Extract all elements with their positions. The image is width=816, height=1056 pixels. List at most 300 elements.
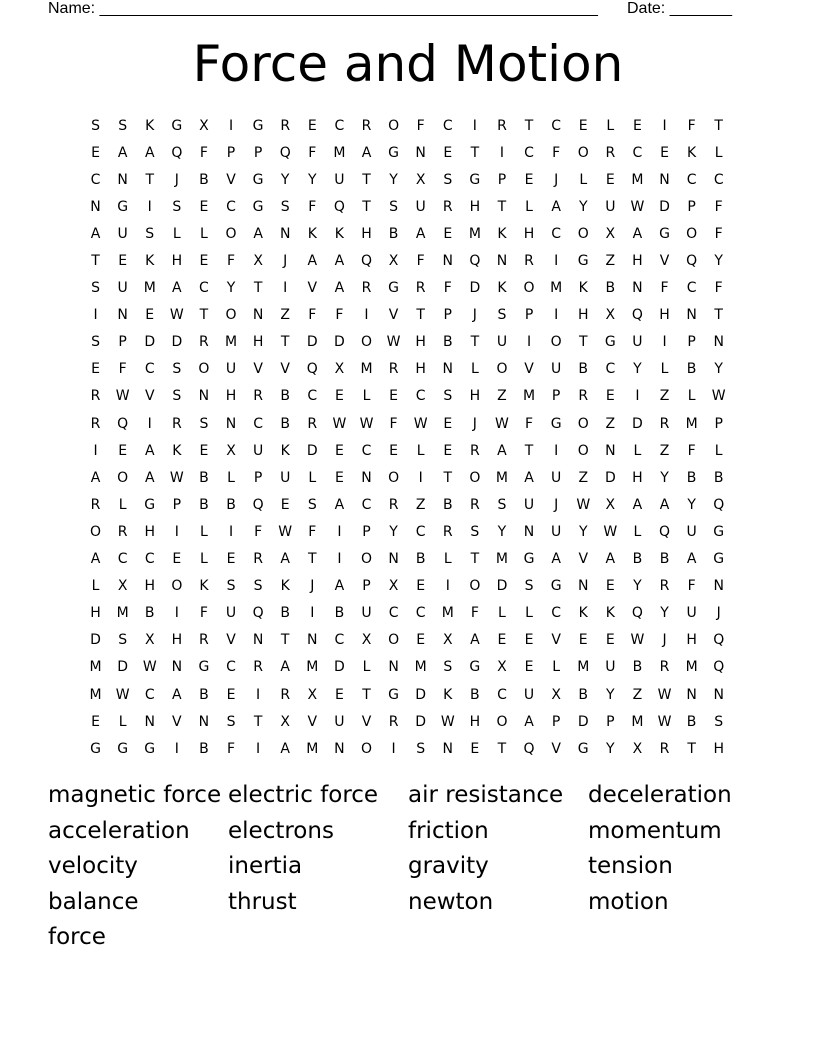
grid-letter: O bbox=[388, 117, 400, 134]
grid-letter: N bbox=[442, 740, 453, 757]
grid-letter: X bbox=[253, 253, 263, 270]
grid-letter: I bbox=[147, 198, 152, 215]
grid-letter: M bbox=[306, 740, 319, 757]
grid-letter: X bbox=[632, 740, 643, 757]
grid-letter: Q bbox=[713, 496, 725, 513]
grid-letter: W bbox=[630, 632, 645, 649]
grid-letter: G bbox=[550, 578, 562, 595]
grid-letter: L bbox=[579, 171, 588, 188]
grid-letter: Q bbox=[360, 253, 372, 270]
letter-grid bbox=[82, 112, 734, 762]
grid-letter: M bbox=[523, 388, 536, 405]
grid-letter: U bbox=[523, 496, 535, 513]
grid-letter: T bbox=[253, 713, 263, 730]
word-list-item: balance bbox=[48, 888, 139, 915]
grid-letter: R bbox=[90, 496, 101, 513]
word-list-item: tension bbox=[588, 853, 673, 880]
grid-letter: C bbox=[226, 198, 236, 215]
grid-letter: W bbox=[657, 686, 672, 703]
grid-letter: Q bbox=[306, 361, 318, 378]
grid-letter: L bbox=[118, 713, 127, 730]
grid-letter: R bbox=[442, 198, 453, 215]
grid-letter: K bbox=[145, 253, 155, 270]
grid-letter: R bbox=[469, 442, 480, 459]
grid-letter: Q bbox=[279, 144, 291, 161]
grid-letter: A bbox=[172, 686, 182, 703]
grid-letter: M bbox=[550, 280, 563, 297]
grid-letter: L bbox=[714, 144, 723, 161]
grid-letter: U bbox=[415, 198, 426, 215]
grid-letter: N bbox=[496, 253, 508, 270]
grid-letter: M bbox=[468, 225, 481, 242]
grid-letter: S bbox=[524, 578, 534, 595]
grid-letter: P bbox=[687, 198, 696, 215]
grid-letter: L bbox=[714, 442, 723, 459]
grid-letter: J bbox=[174, 171, 179, 188]
grid-letter: F bbox=[714, 225, 723, 242]
grid-letter: O bbox=[225, 307, 237, 324]
grid-letter: Q bbox=[469, 253, 481, 270]
grid-letter: C bbox=[415, 605, 426, 622]
word-list-item: friction bbox=[408, 817, 489, 844]
grid-letter: F bbox=[199, 605, 208, 622]
name-field-label: Name: ________________________________________________________ bbox=[48, 0, 598, 17]
grid-row bbox=[82, 491, 734, 518]
grid-letter: W bbox=[576, 496, 591, 513]
grid-letter: M bbox=[143, 280, 156, 297]
grid-letter: G bbox=[577, 253, 589, 270]
word-list-item: electric force bbox=[228, 782, 379, 808]
grid-letter: R bbox=[469, 496, 480, 513]
grid-letter: B bbox=[144, 605, 155, 622]
grid-letter: L bbox=[91, 578, 100, 595]
grid-letter: W bbox=[115, 686, 130, 703]
grid-letter: N bbox=[686, 307, 697, 324]
grid-letter: E bbox=[443, 144, 453, 161]
grid-letter: I bbox=[364, 307, 369, 324]
grid-letter: S bbox=[172, 198, 182, 215]
grid-letter: E bbox=[334, 442, 344, 459]
grid-letter: T bbox=[714, 117, 723, 134]
grid-letter: N bbox=[605, 442, 616, 459]
grid-letter: T bbox=[470, 144, 480, 161]
grid-letter: Y bbox=[389, 171, 398, 188]
grid-letter: U bbox=[252, 442, 264, 459]
grid-letter: N bbox=[713, 578, 724, 595]
grid-letter: N bbox=[713, 686, 724, 703]
grid-letter: Q bbox=[686, 253, 698, 270]
grid-letter: X bbox=[199, 117, 209, 134]
grid-letter: V bbox=[361, 713, 372, 730]
grid-row bbox=[82, 627, 734, 654]
grid-letter: L bbox=[118, 496, 127, 513]
grid-letter: H bbox=[225, 388, 237, 405]
grid-letter: T bbox=[280, 632, 290, 649]
grid-row bbox=[82, 383, 734, 410]
grid-letter: B bbox=[280, 388, 290, 405]
grid-letter: K bbox=[172, 442, 182, 459]
grid-letter: N bbox=[90, 198, 101, 215]
grid-letter: F bbox=[308, 307, 317, 324]
grid-letter: A bbox=[280, 659, 290, 676]
grid-letter: S bbox=[118, 117, 128, 134]
grid-letter: Q bbox=[713, 632, 725, 649]
grid-letter: W bbox=[169, 469, 184, 486]
grid-letter: B bbox=[713, 469, 724, 486]
grid-letter: I bbox=[472, 117, 477, 134]
grid-letter: C bbox=[686, 171, 697, 188]
grid-letter: A bbox=[659, 496, 670, 513]
grid-letter: I bbox=[554, 253, 559, 270]
grid-letter: T bbox=[416, 307, 425, 324]
grid-letter: Y bbox=[633, 578, 642, 595]
grid-letter: Z bbox=[415, 496, 426, 513]
grid-letter: D bbox=[415, 713, 427, 730]
grid-letter: O bbox=[686, 225, 698, 242]
grid-letter: U bbox=[280, 469, 291, 486]
grid-letter: J bbox=[716, 605, 721, 622]
grid-letter: P bbox=[497, 171, 507, 188]
grid-letter: X bbox=[280, 713, 290, 730]
grid-letter: P bbox=[714, 415, 723, 432]
grid-letter: C bbox=[361, 496, 372, 513]
grid-letter: D bbox=[117, 659, 129, 676]
word-list-item: magnetic force bbox=[48, 782, 222, 808]
grid-letter: H bbox=[171, 253, 183, 270]
grid-row bbox=[82, 735, 734, 762]
grid-letter: O bbox=[90, 523, 102, 540]
grid-letter: E bbox=[334, 686, 344, 703]
grid-letter: H bbox=[469, 198, 481, 215]
grid-letter: B bbox=[199, 496, 209, 513]
grid-letter: P bbox=[551, 388, 561, 405]
grid-letter: F bbox=[714, 198, 723, 215]
grid-letter: U bbox=[632, 334, 643, 351]
grid-letter: F bbox=[226, 253, 236, 270]
grid-letter: X bbox=[334, 361, 345, 378]
grid-letter: E bbox=[199, 198, 209, 215]
grid-letter: S bbox=[497, 307, 507, 324]
grid-letter: R bbox=[442, 523, 453, 540]
grid-letter: M bbox=[631, 171, 644, 188]
grid-letter: S bbox=[91, 280, 100, 297]
grid-letter: P bbox=[443, 307, 452, 324]
grid-letter: C bbox=[307, 388, 318, 405]
word-list-item: air resistance bbox=[408, 782, 564, 808]
grid-letter: M bbox=[360, 361, 373, 378]
grid-letter: U bbox=[117, 225, 128, 242]
grid-letter: G bbox=[171, 117, 183, 134]
grid-letter: Y bbox=[687, 496, 696, 513]
grid-letter: F bbox=[389, 415, 398, 432]
grid-letter: K bbox=[497, 280, 507, 297]
grid-letter: E bbox=[416, 632, 426, 649]
grid-letter: X bbox=[307, 686, 318, 703]
grid-letter: Y bbox=[226, 280, 236, 297]
grid-letter: C bbox=[686, 280, 697, 297]
grid-letter: H bbox=[171, 632, 183, 649]
grid-letter: Z bbox=[659, 442, 670, 459]
grid-letter: R bbox=[199, 334, 209, 351]
grid-letter: A bbox=[334, 280, 345, 297]
grid-letter: O bbox=[388, 469, 400, 486]
grid-letter: W bbox=[142, 659, 157, 676]
grid-letter: I bbox=[554, 442, 559, 459]
grid-letter: R bbox=[659, 740, 670, 757]
grid-letter: G bbox=[388, 686, 399, 703]
grid-letter: G bbox=[388, 144, 399, 161]
grid-letter: H bbox=[713, 740, 724, 757]
grid-row bbox=[82, 193, 734, 220]
grid-letter: L bbox=[227, 469, 235, 486]
grid-letter: P bbox=[687, 334, 696, 351]
grid-letter: E bbox=[226, 551, 236, 568]
grid-letter: N bbox=[361, 469, 372, 486]
grid-letter: G bbox=[252, 171, 264, 188]
grid-letter: B bbox=[280, 605, 290, 622]
grid-letter: A bbox=[172, 280, 182, 297]
page-title: Force and Motion bbox=[192, 35, 624, 93]
grid-letter: G bbox=[117, 740, 129, 757]
grid-letter: D bbox=[334, 334, 345, 351]
grid-letter: O bbox=[360, 334, 372, 351]
grid-letter: I bbox=[174, 605, 179, 622]
grid-letter: H bbox=[252, 334, 264, 351]
grid-letter: R bbox=[280, 117, 291, 134]
grid-letter: O bbox=[171, 578, 183, 595]
grid-letter: H bbox=[632, 469, 643, 486]
grid-letter: T bbox=[362, 686, 371, 703]
grid-letter: R bbox=[388, 713, 399, 730]
grid-letter: O bbox=[360, 740, 372, 757]
grid-letter: E bbox=[416, 578, 426, 595]
grid-letter: B bbox=[334, 605, 345, 622]
grid-letter: C bbox=[144, 551, 155, 568]
grid-letter: L bbox=[525, 605, 533, 622]
grid-letter: U bbox=[686, 523, 697, 540]
grid-letter: Z bbox=[280, 307, 290, 324]
grid-letter: V bbox=[307, 280, 318, 297]
grid-row bbox=[82, 518, 734, 545]
grid-letter: N bbox=[388, 659, 399, 676]
grid-letter: B bbox=[442, 496, 453, 513]
grid-letter: I bbox=[391, 740, 396, 757]
grid-letter: U bbox=[334, 713, 345, 730]
grid-letter: Y bbox=[633, 361, 642, 378]
grid-letter: F bbox=[687, 117, 696, 134]
grid-letter: I bbox=[418, 469, 423, 486]
grid-letter: P bbox=[362, 578, 371, 595]
grid-letter: F bbox=[660, 280, 669, 297]
grid-letter: C bbox=[551, 225, 562, 242]
word-list-item: newton bbox=[408, 888, 494, 915]
grid-letter: E bbox=[334, 469, 344, 486]
grid-row bbox=[82, 437, 734, 464]
grid-letter: Q bbox=[659, 523, 671, 540]
grid-letter: N bbox=[523, 523, 535, 540]
grid-letter: M bbox=[495, 469, 508, 486]
grid-letter: K bbox=[199, 578, 209, 595]
grid-letter: I bbox=[174, 740, 179, 757]
grid-letter: C bbox=[632, 144, 643, 161]
grid-letter: R bbox=[90, 388, 101, 405]
grid-letter: K bbox=[497, 225, 507, 242]
grid-letter: E bbox=[524, 632, 534, 649]
grid-letter: Q bbox=[523, 740, 535, 757]
grid-letter: H bbox=[469, 388, 481, 405]
grid-letter: E bbox=[497, 632, 507, 649]
grid-letter: Q bbox=[252, 605, 264, 622]
grid-letter: D bbox=[415, 686, 427, 703]
grid-row bbox=[82, 708, 734, 735]
grid-letter: E bbox=[605, 632, 615, 649]
grid-letter: U bbox=[225, 605, 237, 622]
grid-letter: Y bbox=[606, 686, 615, 703]
grid-letter: V bbox=[659, 253, 670, 270]
grid-letter: U bbox=[225, 361, 237, 378]
grid-letter: B bbox=[226, 496, 236, 513]
grid-letter: N bbox=[659, 171, 670, 188]
grid-letter: E bbox=[443, 442, 453, 459]
grid-letter: Y bbox=[389, 523, 398, 540]
grid-letter: N bbox=[252, 632, 264, 649]
grid-letter: R bbox=[415, 280, 426, 297]
grid-letter: T bbox=[714, 307, 723, 324]
grid-letter: V bbox=[226, 632, 236, 649]
grid-letter: Y bbox=[714, 253, 723, 270]
grid-letter: A bbox=[144, 144, 155, 161]
grid-letter: B bbox=[470, 686, 480, 703]
grid-letter: B bbox=[686, 361, 697, 378]
grid-letter: T bbox=[524, 117, 534, 134]
grid-letter: T bbox=[145, 171, 155, 188]
grid-letter: M bbox=[577, 659, 590, 676]
grid-letter: I bbox=[256, 686, 261, 703]
grid-letter: S bbox=[443, 659, 453, 676]
grid-letter: E bbox=[632, 117, 642, 134]
grid-letter: X bbox=[497, 659, 507, 676]
grid-letter: L bbox=[660, 361, 669, 378]
grid-letter: Y bbox=[280, 171, 290, 188]
grid-letter: S bbox=[226, 713, 236, 730]
grid-letter: N bbox=[632, 280, 643, 297]
grid-letter: E bbox=[118, 253, 128, 270]
grid-letter: O bbox=[496, 361, 508, 378]
grid-letter: H bbox=[361, 225, 372, 242]
grid-letter: I bbox=[93, 442, 98, 459]
grid-letter: U bbox=[551, 523, 562, 540]
grid-letter: B bbox=[686, 469, 697, 486]
grid-letter: D bbox=[144, 334, 156, 351]
grid-letter: K bbox=[578, 280, 588, 297]
grid-letter: L bbox=[200, 523, 208, 540]
grid-letter: I bbox=[445, 578, 450, 595]
grid-letter: C bbox=[117, 551, 128, 568]
grid-row bbox=[82, 681, 734, 708]
grid-letter: D bbox=[90, 632, 101, 649]
grid-letter: Y bbox=[578, 523, 588, 540]
grid-letter: M bbox=[414, 659, 427, 676]
grid-letter: C bbox=[551, 117, 562, 134]
grid-letter: J bbox=[283, 253, 288, 270]
grid-letter: C bbox=[388, 605, 399, 622]
grid-letter: B bbox=[605, 280, 616, 297]
grid-letter: U bbox=[496, 334, 508, 351]
grid-letter: A bbox=[90, 225, 101, 242]
grid-letter: Q bbox=[631, 307, 643, 324]
grid-letter: F bbox=[254, 523, 263, 540]
grid-letter: D bbox=[577, 713, 589, 730]
grid-letter: C bbox=[605, 361, 616, 378]
grid-letter: E bbox=[199, 253, 209, 270]
grid-letter: M bbox=[306, 659, 319, 676]
grid-letter: S bbox=[443, 388, 453, 405]
grid-row bbox=[82, 139, 734, 166]
grid-letter: W bbox=[359, 415, 374, 432]
grid-letter: O bbox=[577, 225, 589, 242]
grid-row bbox=[82, 302, 734, 329]
grid-letter: D bbox=[306, 442, 318, 459]
grid-letter: H bbox=[632, 253, 643, 270]
grid-letter: C bbox=[334, 117, 345, 134]
grid-letter: W bbox=[386, 334, 401, 351]
grid-letter: N bbox=[198, 713, 210, 730]
grid-letter: G bbox=[117, 198, 129, 215]
grid-letter: E bbox=[605, 171, 615, 188]
grid-letter: B bbox=[199, 171, 209, 188]
grid-letter: U bbox=[523, 686, 535, 703]
grid-letter: R bbox=[90, 415, 101, 432]
word-list-item: thrust bbox=[228, 888, 297, 915]
grid-letter: Q bbox=[171, 144, 183, 161]
grid-letter: X bbox=[551, 686, 561, 703]
grid-letter: U bbox=[605, 659, 616, 676]
grid-letter: P bbox=[253, 469, 263, 486]
grid-letter: E bbox=[91, 144, 100, 161]
grid-letter: C bbox=[90, 171, 101, 188]
grid-letter: L bbox=[525, 198, 533, 215]
grid-letter: D bbox=[632, 415, 643, 432]
grid-letter: L bbox=[687, 388, 696, 405]
grid-letter: R bbox=[361, 280, 372, 297]
grid-letter: B bbox=[199, 686, 209, 703]
grid-letter: G bbox=[713, 551, 725, 568]
grid-letter: N bbox=[686, 686, 697, 703]
grid-letter: O bbox=[469, 469, 481, 486]
grid-letter: V bbox=[388, 307, 399, 324]
grid-letter: W bbox=[603, 523, 618, 540]
grid-letter: S bbox=[172, 361, 182, 378]
grid-letter: R bbox=[117, 523, 128, 540]
grid-letter: B bbox=[632, 659, 643, 676]
grid-letter: V bbox=[524, 361, 534, 378]
grid-letter: G bbox=[90, 740, 101, 757]
grid-letter: N bbox=[144, 713, 155, 730]
grid-letter: U bbox=[117, 280, 128, 297]
grid-letter: H bbox=[659, 307, 670, 324]
grid-letter: L bbox=[470, 361, 479, 378]
grid-letter: K bbox=[280, 442, 290, 459]
grid-letter: R bbox=[524, 253, 534, 270]
grid-letter: I bbox=[283, 280, 288, 297]
grid-letter: C bbox=[144, 361, 155, 378]
grid-letter: Q bbox=[252, 496, 264, 513]
grid-letter: F bbox=[308, 523, 317, 540]
grid-letter: R bbox=[361, 117, 372, 134]
grid-letter: K bbox=[605, 605, 615, 622]
grid-letter: I bbox=[93, 307, 98, 324]
grid-letter: Z bbox=[605, 415, 616, 432]
